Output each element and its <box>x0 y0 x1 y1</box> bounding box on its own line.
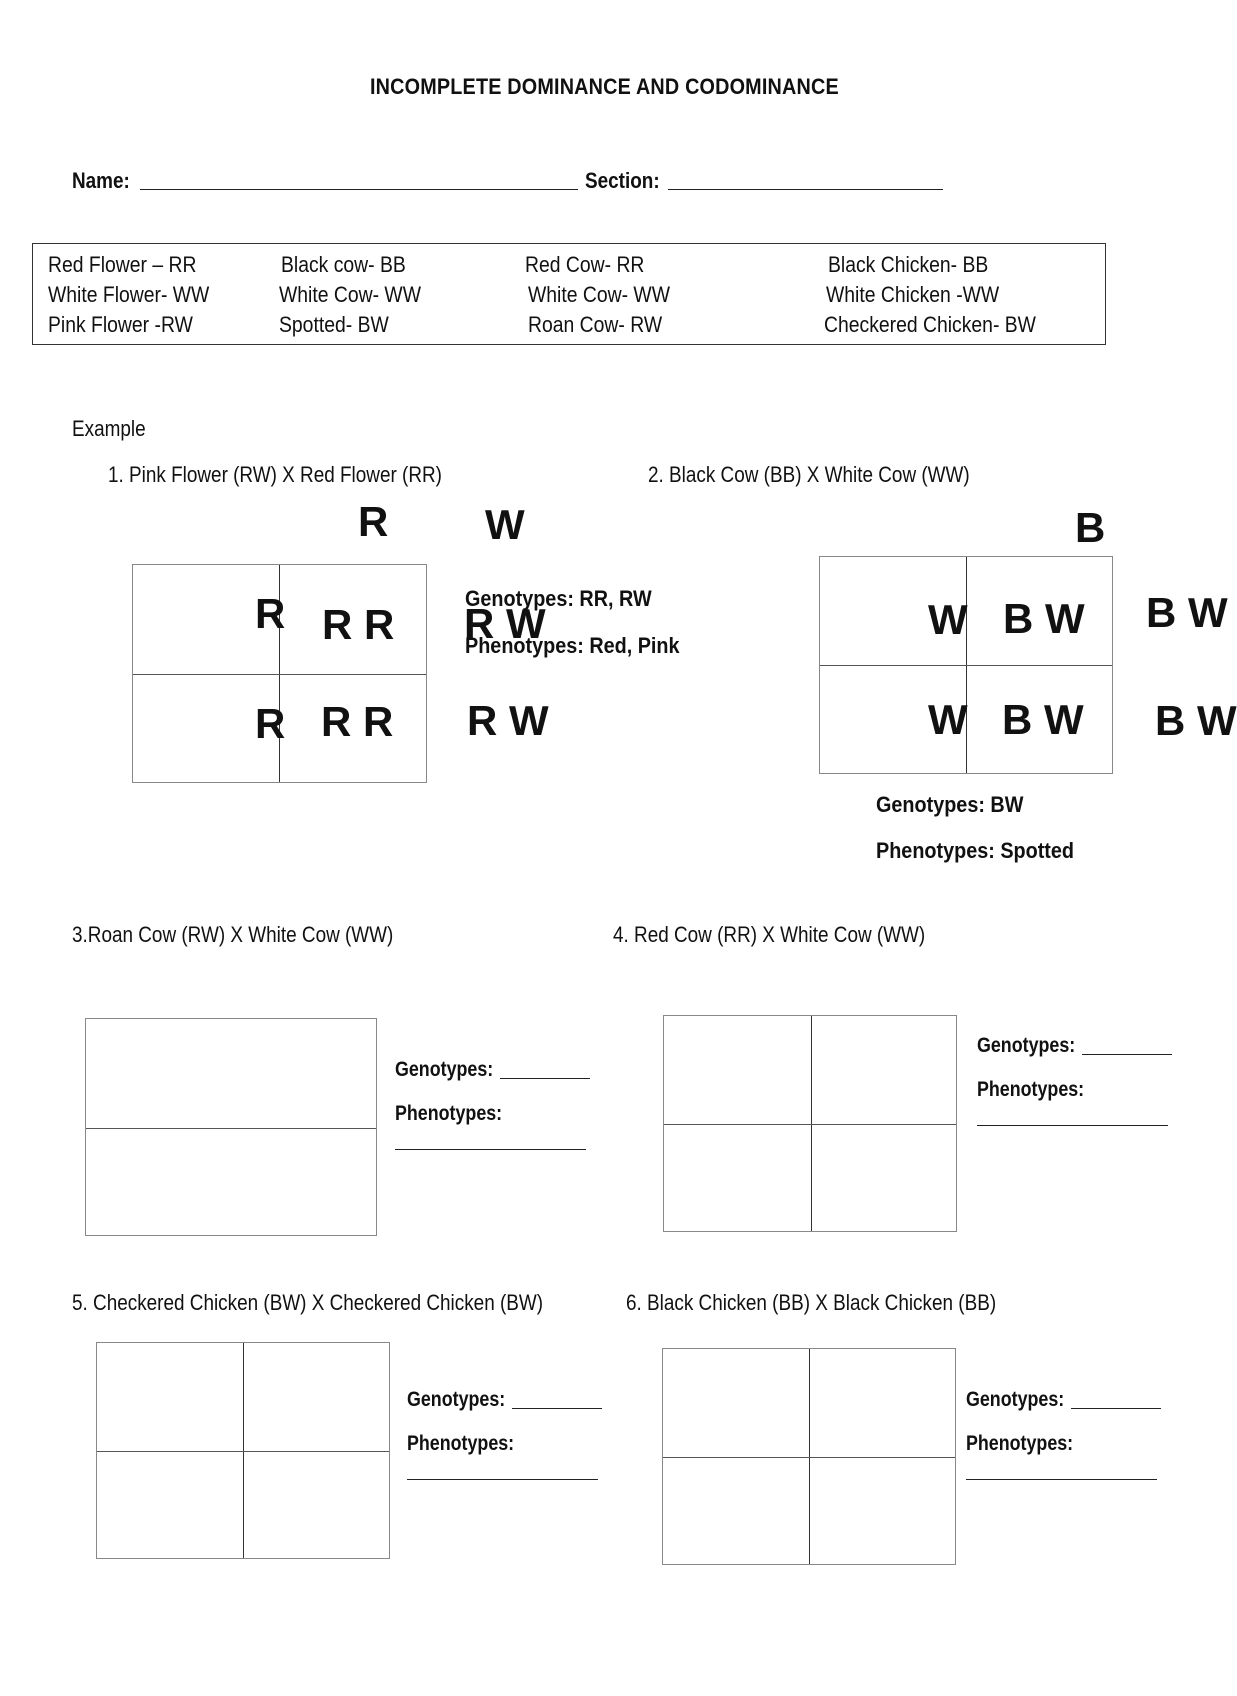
p1-genotypes: Genotypes: RR, RW <box>465 586 652 611</box>
p4-genotypes-label: Genotypes: <box>977 1034 1076 1057</box>
p2-phenotypes: Phenotypes: Spotted <box>876 838 1075 863</box>
key-black-chicken: Black Chicken- BB <box>828 252 989 277</box>
p1-top-allele-1: R <box>358 498 389 545</box>
p6-phenotypes-label: Phenotypes: <box>966 1432 1074 1455</box>
name-label: Name: <box>72 168 130 193</box>
key-white-chicken: White Chicken -WW <box>826 282 1000 307</box>
section-field[interactable] <box>668 189 943 190</box>
problem-1-title: 1. Pink Flower (RW) X Red Flower (RR) <box>108 462 442 487</box>
problem-4-title: 4. Red Cow (RR) X White Cow (WW) <box>613 922 926 947</box>
p1-left-allele-2: R <box>255 700 286 747</box>
example-label: Example <box>72 416 146 441</box>
p1-top-allele-2: W <box>485 501 525 548</box>
p5-genotypes-field[interactable] <box>512 1408 602 1409</box>
problem-2-title: 2. Black Cow (BB) X White Cow (WW) <box>648 462 970 487</box>
key-pink-flower: Pink Flower -RW <box>48 312 193 337</box>
p2-genotypes: Genotypes: BW <box>876 792 1024 817</box>
p1-cell-2-2: R W <box>467 697 549 744</box>
p3-phenotypes-label: Phenotypes: <box>395 1102 503 1125</box>
key-checkered-chicken: Checkered Chicken- BW <box>824 312 1036 337</box>
p1-left-allele-1: R <box>255 590 286 637</box>
p2-cell-2-1: B W <box>1002 696 1084 743</box>
p3-genotypes-field[interactable] <box>500 1078 590 1079</box>
p4-phenotypes-label: Phenotypes: <box>977 1078 1085 1101</box>
p6-genotypes-label: Genotypes: <box>966 1388 1065 1411</box>
p2-cell-2-2: B W <box>1155 697 1237 744</box>
p1-cell-1-1: R R <box>322 601 395 648</box>
p1-cell-1-2: R W <box>464 600 546 647</box>
p6-phenotypes-field[interactable] <box>966 1479 1157 1480</box>
p5-phenotypes-field[interactable] <box>407 1479 598 1480</box>
p5-phenotypes-label: Phenotypes: <box>407 1432 515 1455</box>
problem-6-title: 6. Black Chicken (BB) X Black Chicken (BB) <box>626 1290 997 1315</box>
p2-left-allele-1: W <box>928 596 968 643</box>
key-red-flower: Red Flower – RR <box>48 252 197 277</box>
p2-left-allele-2: W <box>928 696 968 743</box>
problem-5-title: 5. Checkered Chicken (BW) X Checkered Chicken (BW) <box>72 1290 544 1315</box>
p5-punnett-square[interactable] <box>96 1342 390 1559</box>
p4-phenotypes-field[interactable] <box>977 1125 1168 1126</box>
p1-phenotypes: Phenotypes: Red, Pink <box>465 633 680 658</box>
key-red-cow: Red Cow- RR <box>525 252 645 277</box>
p5-genotypes-label: Genotypes: <box>407 1388 506 1411</box>
p6-punnett-square[interactable] <box>662 1348 956 1565</box>
p2-top-allele-2: B <box>1075 504 1106 551</box>
p2-cell-1-1: B W <box>1003 595 1085 642</box>
key-white-cow-2: White Cow- WW <box>528 282 670 307</box>
problem-3-title: 3.Roan Cow (RW) X White Cow (WW) <box>72 922 394 947</box>
p4-genotypes-field[interactable] <box>1082 1054 1172 1055</box>
key-white-cow: White Cow- WW <box>279 282 421 307</box>
p2-cell-1-2: B W <box>1146 589 1228 636</box>
section-label: Section: <box>585 168 660 193</box>
key-spotted: Spotted- BW <box>279 312 389 337</box>
p1-cell-2-1: R R <box>321 698 394 745</box>
p3-phenotypes-field[interactable] <box>395 1149 586 1150</box>
p6-genotypes-field[interactable] <box>1071 1408 1161 1409</box>
key-roan-cow: Roan Cow- RW <box>528 312 663 337</box>
page-title: INCOMPLETE DOMINANCE AND CODOMINANCE <box>370 74 839 99</box>
key-white-flower: White Flower- WW <box>48 282 210 307</box>
key-black-cow: Black cow- BB <box>281 252 406 277</box>
p3-punnett-square[interactable] <box>85 1018 377 1236</box>
p4-punnett-square[interactable] <box>663 1015 957 1232</box>
name-field[interactable] <box>140 189 578 190</box>
p3-genotypes-label: Genotypes: <box>395 1058 494 1081</box>
